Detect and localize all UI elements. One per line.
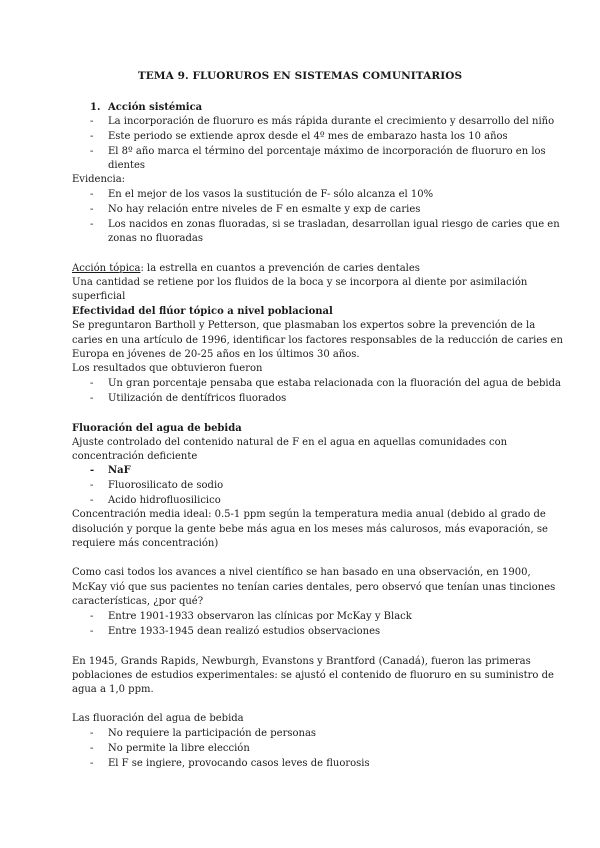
- bullet-dash: -: [90, 116, 94, 127]
- paragraph-label: Las fluoración del agua de bebida: [72, 713, 244, 724]
- paragraph-line: Ajuste controlado del contenido natural de F en el agua en aquellas comunidades con: [72, 437, 508, 448]
- list-item: Este periodo se extiende aprox desde el 4º mes de embarazo hasta los 10 años: [108, 131, 508, 142]
- list-item: Utilización de dentífricos fluorados: [108, 393, 287, 404]
- bullet-dash: -: [90, 728, 94, 739]
- paragraph-line: McKay vió que sus pacientes no tenían caries dentales, pero observó que tenían unas tinciones: [72, 582, 556, 593]
- label-continuation: : la estrella en cuantos a prevención de caries dentales: [140, 263, 420, 274]
- subsection-heading: Fluoración del agua de bebida: [72, 423, 242, 434]
- paragraph-label: Evidencia:: [72, 174, 126, 185]
- bullet-dash: -: [90, 611, 94, 622]
- list-item: Entre 1901-1933 observaron las clínicas por McKay y Black: [108, 611, 412, 622]
- bullet-dash: -: [90, 189, 94, 200]
- paragraph-line: concentración deficiente: [72, 451, 198, 462]
- section-heading: Acción sistémica: [108, 102, 203, 113]
- section-number: 1.: [90, 102, 101, 113]
- list-item-continuation: zonas no fluoradas: [108, 233, 204, 244]
- list-item: La incorporación de fluoruro es más rápida durante el crecimiento y desarrollo del niño: [108, 116, 555, 127]
- bullet-dash: -: [90, 743, 94, 754]
- list-item: NaF: [108, 465, 131, 476]
- paragraph-line: superficial: [72, 291, 126, 302]
- underlined-label: Acción tópica: [72, 263, 141, 274]
- bullet-dash: -: [90, 495, 94, 506]
- paragraph-line: Concentración media ideal: 0.5-1 ppm según la temperatura media anual (debido al grado de: [72, 509, 546, 520]
- bullet-dash: -: [90, 465, 95, 476]
- bullet-dash: -: [90, 219, 94, 230]
- paragraph-line: agua a 1,0 ppm.: [72, 684, 154, 695]
- paragraph-line: Una cantidad se retiene por los fluidos de la boca y se incorpora al diente por asimilación: [72, 277, 528, 288]
- bullet-dash: -: [90, 131, 94, 142]
- list-item: Un gran porcentaje pensaba que estaba relacionada con la fluoración del agua de bebida: [108, 378, 561, 389]
- list-item: El F se ingiere, provocando casos leves de fluorosis: [108, 758, 370, 769]
- paragraph-line: Como casi todos los avances a nivel científico se han basado en una observación, en 1900,: [72, 567, 531, 578]
- list-item-continuation: dientes: [108, 160, 146, 171]
- paragraph-line: caries en una artículo de 1996, identificar los factores responsables de la reducción de caries en: [72, 335, 563, 346]
- paragraph-line: Los resultados que obtuvieron fueron: [72, 363, 263, 374]
- page-title: TEMA 9. FLUORUROS EN SISTEMAS COMUNITARIOS: [137, 70, 463, 82]
- list-item: El 8º año marca el término del porcentaje máximo de incorporación de fluoruro en los: [108, 146, 546, 157]
- list-item: Los nacidos en zonas fluoradas, si se trasladan, desarrollan igual riesgo de caries que en: [108, 219, 560, 230]
- paragraph-line: Se preguntaron Bartholl y Petterson, que plasmaban los expertos sobre la prevención de la: [72, 320, 536, 331]
- list-item: Entre 1933-1945 dean realizó estudios observaciones: [108, 626, 381, 637]
- bullet-dash: -: [90, 378, 94, 389]
- bullet-dash: -: [90, 626, 94, 637]
- bullet-dash: -: [90, 393, 94, 404]
- paragraph-line: En 1945, Grands Rapids, Newburgh, Evanstons y Brantford (Canadá), fueron las primeras: [72, 656, 531, 667]
- list-item: No hay relación entre niveles de F en esmalte y exp de caries: [108, 204, 421, 215]
- bullet-dash: -: [90, 758, 94, 769]
- bullet-dash: -: [90, 480, 94, 491]
- list-item: Fluorosilicato de sodio: [108, 480, 224, 491]
- paragraph-line: características, ¿por qué?: [72, 596, 204, 607]
- paragraph-line: poblaciones de estudios experimentales: se ajustó el contenido de fluoruro en su suministro de: [72, 670, 554, 681]
- subsection-heading: Efectividad del flúor tópico a nivel poblacional: [72, 306, 333, 317]
- list-item: Acido hidrofluosilicico: [108, 495, 221, 506]
- paragraph-line: Europa en jóvenes de 20-25 años en los últimos 30 años.: [72, 349, 360, 360]
- paragraph: [72, 262, 420, 276]
- bullet-dash: -: [90, 146, 94, 157]
- paragraph-line: requiere más concentración): [72, 538, 219, 549]
- bullet-dash: -: [90, 204, 94, 215]
- list-item: No permite la libre elección: [108, 743, 250, 754]
- list-item: En el mejor de los vasos la sustitución de F- sólo alcanza el 10%: [108, 189, 434, 200]
- paragraph-line: disolución y porque la gente bebe más agua en los meses más calurosos, más evaporación, se: [72, 524, 548, 535]
- list-item: No requiere la participación de personas: [108, 728, 317, 739]
